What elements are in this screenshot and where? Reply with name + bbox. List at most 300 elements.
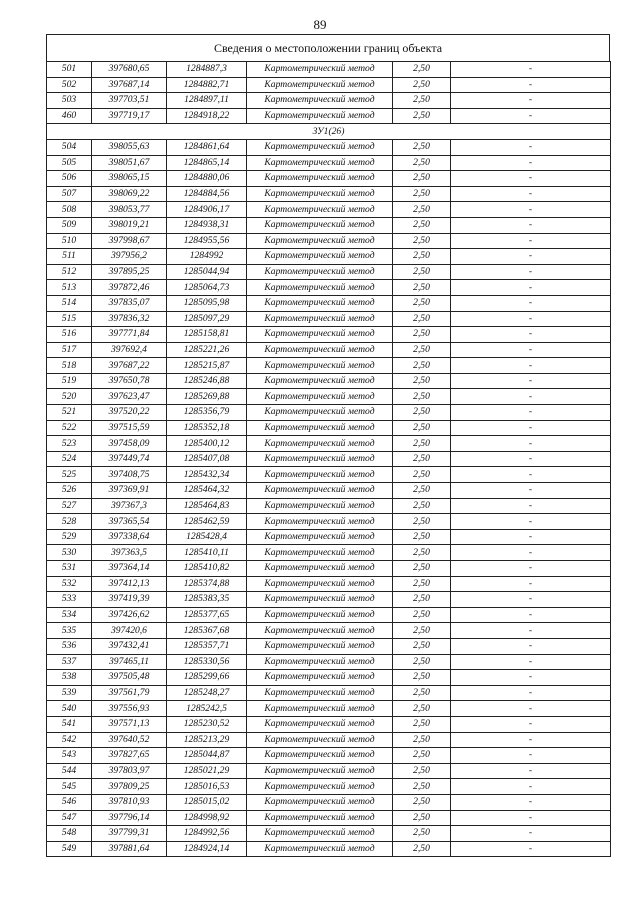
description-cell: - bbox=[451, 342, 611, 358]
x-coordinate-cell: 397796,14 bbox=[92, 810, 167, 826]
description-cell: - bbox=[451, 233, 611, 249]
point-number-cell: 541 bbox=[47, 716, 92, 732]
accuracy-cell: 2,50 bbox=[393, 498, 451, 514]
point-number-cell: 513 bbox=[47, 280, 92, 296]
y-coordinate-cell: 1284897,11 bbox=[167, 93, 247, 109]
y-coordinate-cell: 1285464,32 bbox=[167, 483, 247, 499]
y-coordinate-cell: 1285400,12 bbox=[167, 436, 247, 452]
x-coordinate-cell: 397465,11 bbox=[92, 654, 167, 670]
method-cell: Картометрический метод bbox=[247, 779, 393, 795]
method-cell: Картометрический метод bbox=[247, 155, 393, 171]
description-cell: - bbox=[451, 420, 611, 436]
x-coordinate-cell: 397561,79 bbox=[92, 685, 167, 701]
y-coordinate-cell: 1285015,02 bbox=[167, 794, 247, 810]
description-cell: - bbox=[451, 249, 611, 265]
table-row bbox=[47, 748, 611, 764]
method-cell: Картометрический метод bbox=[247, 514, 393, 530]
y-coordinate-cell: 1285221,26 bbox=[167, 342, 247, 358]
y-coordinate-cell: 1285044,94 bbox=[167, 264, 247, 280]
accuracy-cell: 2,50 bbox=[393, 654, 451, 670]
method-cell: Картометрический метод bbox=[247, 498, 393, 514]
method-cell: Картометрический метод bbox=[247, 358, 393, 374]
accuracy-cell: 2,50 bbox=[393, 342, 451, 358]
accuracy-cell: 2,50 bbox=[393, 514, 451, 530]
table-row bbox=[47, 171, 611, 187]
x-coordinate-cell: 397650,78 bbox=[92, 373, 167, 389]
accuracy-cell: 2,50 bbox=[393, 623, 451, 639]
y-coordinate-cell: 1285357,71 bbox=[167, 638, 247, 654]
x-coordinate-cell: 397408,75 bbox=[92, 467, 167, 483]
y-coordinate-cell: 1284918,22 bbox=[167, 108, 247, 124]
accuracy-cell: 2,50 bbox=[393, 561, 451, 577]
method-cell: Картометрический метод bbox=[247, 77, 393, 93]
method-cell: Картометрический метод bbox=[247, 217, 393, 233]
description-cell: - bbox=[451, 311, 611, 327]
description-cell: - bbox=[451, 373, 611, 389]
x-coordinate-cell: 397365,54 bbox=[92, 514, 167, 530]
description-cell: - bbox=[451, 62, 611, 78]
x-coordinate-cell: 397520,22 bbox=[92, 405, 167, 421]
description-cell: - bbox=[451, 576, 611, 592]
accuracy-cell: 2,50 bbox=[393, 405, 451, 421]
description-cell: - bbox=[451, 467, 611, 483]
x-coordinate-cell: 397420,6 bbox=[92, 623, 167, 639]
method-cell: Картометрический метод bbox=[247, 826, 393, 842]
y-coordinate-cell: 1285095,98 bbox=[167, 295, 247, 311]
point-number-cell: 527 bbox=[47, 498, 92, 514]
method-cell: Картометрический метод bbox=[247, 561, 393, 577]
y-coordinate-cell: 1285246,88 bbox=[167, 373, 247, 389]
method-cell: Картометрический метод bbox=[247, 451, 393, 467]
x-coordinate-cell: 397895,25 bbox=[92, 264, 167, 280]
point-number-cell: 542 bbox=[47, 732, 92, 748]
accuracy-cell: 2,50 bbox=[393, 529, 451, 545]
point-number-cell: 543 bbox=[47, 748, 92, 764]
accuracy-cell: 2,50 bbox=[393, 638, 451, 654]
table-row bbox=[47, 810, 611, 826]
accuracy-cell: 2,50 bbox=[393, 373, 451, 389]
method-cell: Картометрический метод bbox=[247, 592, 393, 608]
description-cell: - bbox=[451, 171, 611, 187]
x-coordinate-cell: 397810,93 bbox=[92, 794, 167, 810]
point-number-cell: 545 bbox=[47, 779, 92, 795]
method-cell: Картометрический метод bbox=[247, 794, 393, 810]
y-coordinate-cell: 1285215,87 bbox=[167, 358, 247, 374]
description-cell: - bbox=[451, 841, 611, 857]
x-coordinate-cell: 398019,21 bbox=[92, 217, 167, 233]
description-cell: - bbox=[451, 93, 611, 109]
table-row bbox=[47, 483, 611, 499]
description-cell: - bbox=[451, 670, 611, 686]
y-coordinate-cell: 1285064,73 bbox=[167, 280, 247, 296]
point-number-cell: 533 bbox=[47, 592, 92, 608]
method-cell: Картометрический метод bbox=[247, 93, 393, 109]
method-cell: Картометрический метод bbox=[247, 420, 393, 436]
point-number-cell: 536 bbox=[47, 638, 92, 654]
table-row bbox=[47, 342, 611, 358]
x-coordinate-cell: 397426,62 bbox=[92, 607, 167, 623]
description-cell: - bbox=[451, 217, 611, 233]
y-coordinate-cell: 1285428,4 bbox=[167, 529, 247, 545]
point-number-cell: 521 bbox=[47, 405, 92, 421]
description-cell: - bbox=[451, 748, 611, 764]
method-cell: Картометрический метод bbox=[247, 389, 393, 405]
point-number-cell: 539 bbox=[47, 685, 92, 701]
method-cell: Картометрический метод bbox=[247, 529, 393, 545]
accuracy-cell: 2,50 bbox=[393, 748, 451, 764]
y-coordinate-cell: 1285432,34 bbox=[167, 467, 247, 483]
description-cell: - bbox=[451, 607, 611, 623]
accuracy-cell: 2,50 bbox=[393, 794, 451, 810]
point-number-cell: 503 bbox=[47, 93, 92, 109]
table-row bbox=[47, 467, 611, 483]
point-number-cell: 518 bbox=[47, 358, 92, 374]
method-cell: Картометрический метод bbox=[247, 576, 393, 592]
point-number-cell: 530 bbox=[47, 545, 92, 561]
point-number-cell: 532 bbox=[47, 576, 92, 592]
x-coordinate-cell: 397432,41 bbox=[92, 638, 167, 654]
point-number-cell: 544 bbox=[47, 763, 92, 779]
y-coordinate-cell: 1284884,56 bbox=[167, 186, 247, 202]
accuracy-cell: 2,50 bbox=[393, 592, 451, 608]
description-cell: - bbox=[451, 685, 611, 701]
table-row bbox=[47, 389, 611, 405]
y-coordinate-cell: 1285299,66 bbox=[167, 670, 247, 686]
accuracy-cell: 2,50 bbox=[393, 841, 451, 857]
table-row bbox=[47, 545, 611, 561]
table-row bbox=[47, 451, 611, 467]
y-coordinate-cell: 1285377,65 bbox=[167, 607, 247, 623]
point-number-cell: 509 bbox=[47, 217, 92, 233]
method-cell: Картометрический метод bbox=[247, 295, 393, 311]
accuracy-cell: 2,50 bbox=[393, 576, 451, 592]
description-cell: - bbox=[451, 405, 611, 421]
point-number-cell: 540 bbox=[47, 701, 92, 717]
table-row bbox=[47, 327, 611, 343]
x-coordinate-cell: 397419,39 bbox=[92, 592, 167, 608]
point-number-cell: 547 bbox=[47, 810, 92, 826]
y-coordinate-cell: 1285356,79 bbox=[167, 405, 247, 421]
description-cell: - bbox=[451, 498, 611, 514]
accuracy-cell: 2,50 bbox=[393, 607, 451, 623]
description-cell: - bbox=[451, 264, 611, 280]
method-cell: Картометрический метод bbox=[247, 654, 393, 670]
method-cell: Картометрический метод bbox=[247, 670, 393, 686]
method-cell: Картометрический метод bbox=[247, 467, 393, 483]
point-number-cell: 528 bbox=[47, 514, 92, 530]
description-cell: - bbox=[451, 545, 611, 561]
description-cell: - bbox=[451, 529, 611, 545]
point-number-cell: 515 bbox=[47, 311, 92, 327]
accuracy-cell: 2,50 bbox=[393, 732, 451, 748]
description-cell: - bbox=[451, 638, 611, 654]
description-cell: - bbox=[451, 202, 611, 218]
x-coordinate-cell: 397687,14 bbox=[92, 77, 167, 93]
x-coordinate-cell: 397719,17 bbox=[92, 108, 167, 124]
x-coordinate-cell: 397623,47 bbox=[92, 389, 167, 405]
y-coordinate-cell: 1285383,35 bbox=[167, 592, 247, 608]
table-row bbox=[47, 420, 611, 436]
method-cell: Картометрический метод bbox=[247, 264, 393, 280]
x-coordinate-cell: 397835,07 bbox=[92, 295, 167, 311]
x-coordinate-cell: 397836,32 bbox=[92, 311, 167, 327]
method-cell: Картометрический метод bbox=[247, 233, 393, 249]
description-cell: - bbox=[451, 763, 611, 779]
table-row bbox=[47, 685, 611, 701]
method-cell: Картометрический метод bbox=[247, 108, 393, 124]
x-coordinate-cell: 397771,84 bbox=[92, 327, 167, 343]
x-coordinate-cell: 398069,22 bbox=[92, 186, 167, 202]
description-cell: - bbox=[451, 358, 611, 374]
accuracy-cell: 2,50 bbox=[393, 545, 451, 561]
point-number-cell: 526 bbox=[47, 483, 92, 499]
description-cell: - bbox=[451, 561, 611, 577]
x-coordinate-cell: 397827,65 bbox=[92, 748, 167, 764]
accuracy-cell: 2,50 bbox=[393, 280, 451, 296]
point-number-cell: 525 bbox=[47, 467, 92, 483]
x-coordinate-cell: 398051,67 bbox=[92, 155, 167, 171]
accuracy-cell: 2,50 bbox=[393, 217, 451, 233]
description-cell: - bbox=[451, 139, 611, 155]
point-number-cell: 531 bbox=[47, 561, 92, 577]
y-coordinate-cell: 1285269,88 bbox=[167, 389, 247, 405]
table-row bbox=[47, 186, 611, 202]
table-body bbox=[47, 62, 611, 857]
y-coordinate-cell: 1284882,71 bbox=[167, 77, 247, 93]
point-number-cell: 460 bbox=[47, 108, 92, 124]
y-coordinate-cell: 1284887,3 bbox=[167, 62, 247, 78]
y-coordinate-cell: 1284880,06 bbox=[167, 171, 247, 187]
point-number-cell: 511 bbox=[47, 249, 92, 265]
description-cell: - bbox=[451, 810, 611, 826]
table-row bbox=[47, 93, 611, 109]
y-coordinate-cell: 1285044,87 bbox=[167, 748, 247, 764]
accuracy-cell: 2,50 bbox=[393, 93, 451, 109]
description-cell: - bbox=[451, 779, 611, 795]
point-number-cell: 514 bbox=[47, 295, 92, 311]
y-coordinate-cell: 1284992,56 bbox=[167, 826, 247, 842]
x-coordinate-cell: 397703,51 bbox=[92, 93, 167, 109]
x-coordinate-cell: 397809,25 bbox=[92, 779, 167, 795]
method-cell: Картометрический метод bbox=[247, 732, 393, 748]
description-cell: - bbox=[451, 108, 611, 124]
accuracy-cell: 2,50 bbox=[393, 139, 451, 155]
description-cell: - bbox=[451, 794, 611, 810]
description-cell: - bbox=[451, 186, 611, 202]
y-coordinate-cell: 1285242,5 bbox=[167, 701, 247, 717]
method-cell: Картометрический метод bbox=[247, 405, 393, 421]
x-coordinate-cell: 397640,52 bbox=[92, 732, 167, 748]
description-cell: - bbox=[451, 295, 611, 311]
point-number-cell: 534 bbox=[47, 607, 92, 623]
method-cell: Картометрический метод bbox=[247, 311, 393, 327]
point-number-cell: 519 bbox=[47, 373, 92, 389]
y-coordinate-cell: 1284924,14 bbox=[167, 841, 247, 857]
point-number-cell: 516 bbox=[47, 327, 92, 343]
table-row bbox=[47, 716, 611, 732]
boundary-table-frame bbox=[46, 34, 610, 857]
y-coordinate-cell: 1285097,29 bbox=[167, 311, 247, 327]
point-number-cell: 508 bbox=[47, 202, 92, 218]
table-row bbox=[47, 576, 611, 592]
description-cell: - bbox=[451, 451, 611, 467]
description-cell: - bbox=[451, 826, 611, 842]
accuracy-cell: 2,50 bbox=[393, 701, 451, 717]
table-row bbox=[47, 155, 611, 171]
table-row bbox=[47, 592, 611, 608]
table-title: Сведения о местоположении границ объекта bbox=[46, 34, 610, 61]
accuracy-cell: 2,50 bbox=[393, 779, 451, 795]
accuracy-cell: 2,50 bbox=[393, 155, 451, 171]
x-coordinate-cell: 398053,77 bbox=[92, 202, 167, 218]
y-coordinate-cell: 1285352,18 bbox=[167, 420, 247, 436]
description-cell: - bbox=[451, 732, 611, 748]
method-cell: Картометрический метод bbox=[247, 638, 393, 654]
description-cell: - bbox=[451, 654, 611, 670]
description-cell: - bbox=[451, 77, 611, 93]
x-coordinate-cell: 397369,91 bbox=[92, 483, 167, 499]
method-cell: Картометрический метод bbox=[247, 841, 393, 857]
y-coordinate-cell: 1285367,68 bbox=[167, 623, 247, 639]
y-coordinate-cell: 1285374,88 bbox=[167, 576, 247, 592]
table-row bbox=[47, 295, 611, 311]
method-cell: Картометрический метод bbox=[247, 763, 393, 779]
accuracy-cell: 2,50 bbox=[393, 186, 451, 202]
section-row bbox=[47, 124, 611, 140]
x-coordinate-cell: 397458,09 bbox=[92, 436, 167, 452]
x-coordinate-cell: 397367,3 bbox=[92, 498, 167, 514]
accuracy-cell: 2,50 bbox=[393, 233, 451, 249]
y-coordinate-cell: 1284906,17 bbox=[167, 202, 247, 218]
accuracy-cell: 2,50 bbox=[393, 670, 451, 686]
y-coordinate-cell: 1284865,14 bbox=[167, 155, 247, 171]
description-cell: - bbox=[451, 623, 611, 639]
table-row bbox=[47, 794, 611, 810]
table-row bbox=[47, 514, 611, 530]
x-coordinate-cell: 397956,2 bbox=[92, 249, 167, 265]
table-row bbox=[47, 217, 611, 233]
x-coordinate-cell: 397881,64 bbox=[92, 841, 167, 857]
y-coordinate-cell: 1285462,59 bbox=[167, 514, 247, 530]
table-row bbox=[47, 529, 611, 545]
y-coordinate-cell: 1285410,82 bbox=[167, 561, 247, 577]
accuracy-cell: 2,50 bbox=[393, 311, 451, 327]
method-cell: Картометрический метод bbox=[247, 249, 393, 265]
point-number-cell: 507 bbox=[47, 186, 92, 202]
x-coordinate-cell: 398055,63 bbox=[92, 139, 167, 155]
accuracy-cell: 2,50 bbox=[393, 327, 451, 343]
table-row bbox=[47, 623, 611, 639]
table-row bbox=[47, 607, 611, 623]
point-number-cell: 548 bbox=[47, 826, 92, 842]
accuracy-cell: 2,50 bbox=[393, 389, 451, 405]
point-number-cell: 517 bbox=[47, 342, 92, 358]
method-cell: Картометрический метод bbox=[247, 607, 393, 623]
x-coordinate-cell: 397505,48 bbox=[92, 670, 167, 686]
table-row bbox=[47, 561, 611, 577]
table-row bbox=[47, 358, 611, 374]
method-cell: Картометрический метод bbox=[247, 545, 393, 561]
point-number-cell: 520 bbox=[47, 389, 92, 405]
accuracy-cell: 2,50 bbox=[393, 249, 451, 265]
y-coordinate-cell: 1285330,56 bbox=[167, 654, 247, 670]
y-coordinate-cell: 1284992 bbox=[167, 249, 247, 265]
description-cell: - bbox=[451, 327, 611, 343]
method-cell: Картометрический метод bbox=[247, 436, 393, 452]
method-cell: Картометрический метод bbox=[247, 373, 393, 389]
table-row bbox=[47, 233, 611, 249]
description-cell: - bbox=[451, 436, 611, 452]
table-row bbox=[47, 311, 611, 327]
table-row bbox=[47, 280, 611, 296]
section-label: ЗУ1(26) bbox=[47, 124, 611, 140]
point-number-cell: 546 bbox=[47, 794, 92, 810]
description-cell: - bbox=[451, 389, 611, 405]
x-coordinate-cell: 397571,13 bbox=[92, 716, 167, 732]
x-coordinate-cell: 397799,31 bbox=[92, 826, 167, 842]
point-number-cell: 538 bbox=[47, 670, 92, 686]
description-cell: - bbox=[451, 701, 611, 717]
table-row bbox=[47, 436, 611, 452]
method-cell: Картометрический метод bbox=[247, 186, 393, 202]
method-cell: Картометрический метод bbox=[247, 280, 393, 296]
accuracy-cell: 2,50 bbox=[393, 77, 451, 93]
table-row bbox=[47, 841, 611, 857]
method-cell: Картометрический метод bbox=[247, 202, 393, 218]
table-row bbox=[47, 202, 611, 218]
page-number: 89 bbox=[313, 17, 327, 32]
point-number-cell: 537 bbox=[47, 654, 92, 670]
point-number-cell: 523 bbox=[47, 436, 92, 452]
y-coordinate-cell: 1285230,52 bbox=[167, 716, 247, 732]
accuracy-cell: 2,50 bbox=[393, 826, 451, 842]
description-cell: - bbox=[451, 716, 611, 732]
table-row bbox=[47, 670, 611, 686]
x-coordinate-cell: 397412,13 bbox=[92, 576, 167, 592]
x-coordinate-cell: 397449,74 bbox=[92, 451, 167, 467]
table-row bbox=[47, 373, 611, 389]
point-number-cell: 522 bbox=[47, 420, 92, 436]
point-number-cell: 506 bbox=[47, 171, 92, 187]
method-cell: Картометрический метод bbox=[247, 139, 393, 155]
method-cell: Картометрический метод bbox=[247, 171, 393, 187]
method-cell: Картометрический метод bbox=[247, 327, 393, 343]
description-cell: - bbox=[451, 592, 611, 608]
y-coordinate-cell: 1285248,27 bbox=[167, 685, 247, 701]
table-row bbox=[47, 405, 611, 421]
point-number-cell: 529 bbox=[47, 529, 92, 545]
accuracy-cell: 2,50 bbox=[393, 171, 451, 187]
method-cell: Картометрический метод bbox=[247, 748, 393, 764]
accuracy-cell: 2,50 bbox=[393, 483, 451, 499]
x-coordinate-cell: 397872,46 bbox=[92, 280, 167, 296]
y-coordinate-cell: 1285016,53 bbox=[167, 779, 247, 795]
accuracy-cell: 2,50 bbox=[393, 685, 451, 701]
x-coordinate-cell: 397692,4 bbox=[92, 342, 167, 358]
method-cell: Картометрический метод bbox=[247, 623, 393, 639]
accuracy-cell: 2,50 bbox=[393, 420, 451, 436]
point-number-cell: 549 bbox=[47, 841, 92, 857]
table-row bbox=[47, 654, 611, 670]
point-number-cell: 512 bbox=[47, 264, 92, 280]
point-number-cell: 535 bbox=[47, 623, 92, 639]
accuracy-cell: 2,50 bbox=[393, 716, 451, 732]
y-coordinate-cell: 1285407,08 bbox=[167, 451, 247, 467]
method-cell: Картометрический метод bbox=[247, 810, 393, 826]
method-cell: Картометрический метод bbox=[247, 483, 393, 499]
x-coordinate-cell: 397556,93 bbox=[92, 701, 167, 717]
point-number-cell: 524 bbox=[47, 451, 92, 467]
